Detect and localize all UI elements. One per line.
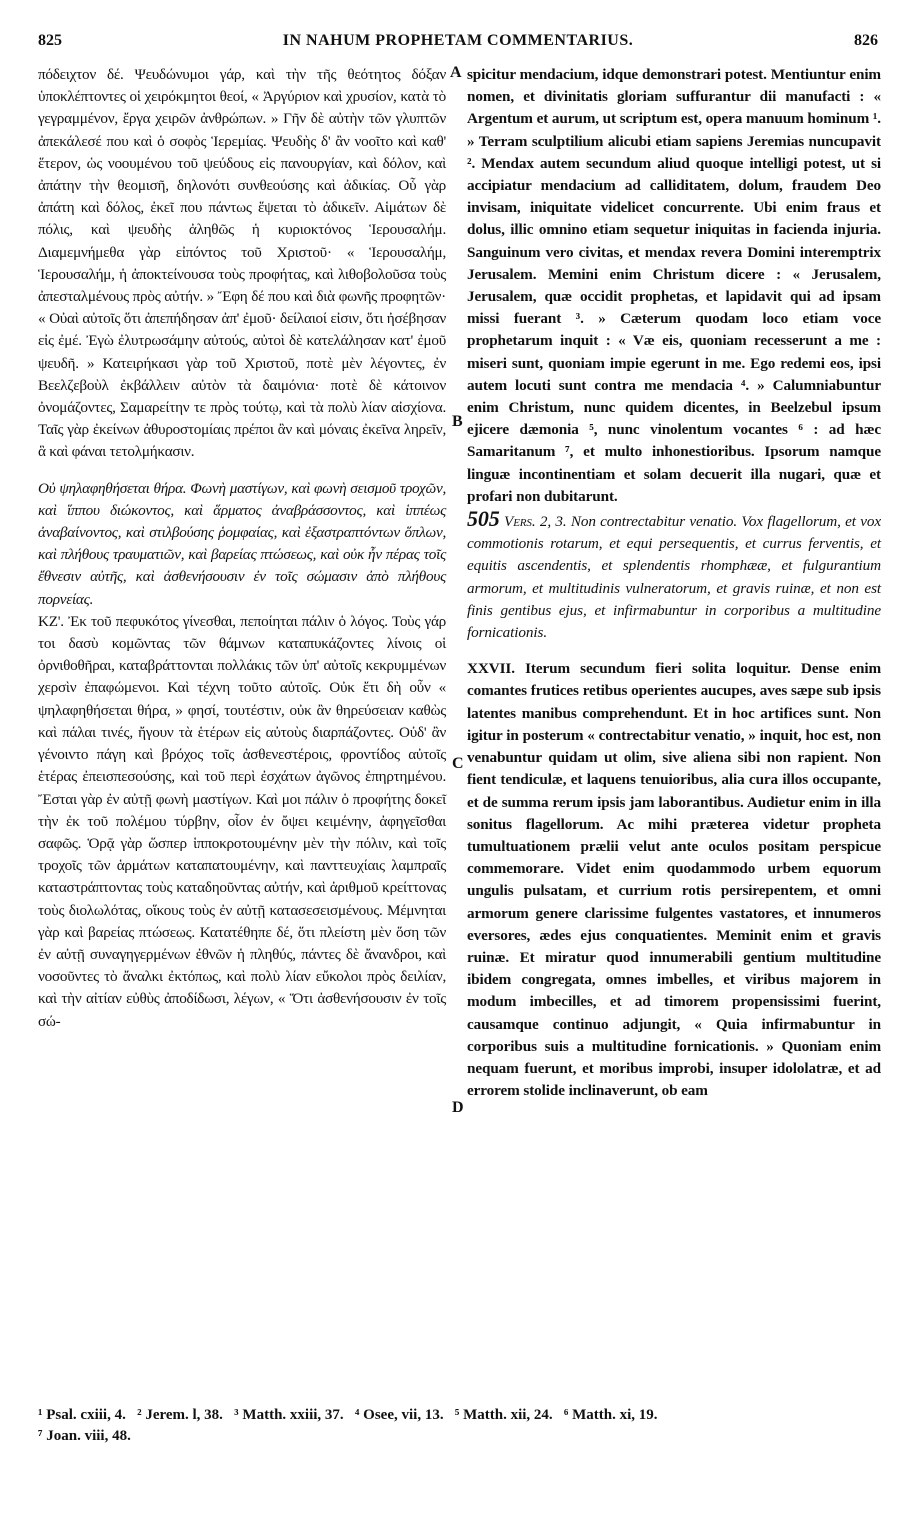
margin-marker-d: D [452, 1099, 464, 1116]
running-title: IN NAHUM PROPHETAM COMMENTARIUS. [282, 32, 634, 49]
page-number-left: 825 [38, 32, 62, 49]
column-number: 505 [467, 506, 500, 532]
latin-verse [467, 508, 881, 644]
footnote-line-2: ⁷ Joan. viii, 48. [38, 1428, 131, 1444]
margin-marker-b: B [452, 413, 463, 430]
greek-paragraph-2 [38, 611, 446, 1033]
latin-verse-text: Non contrectabitur venatio. Vox flagellorum, et vox commotionis rotarum, et equi persequentis, et currus ferventis, et equitis ascendentis, et splendentis rhomphææ, et fulgurantium armorum, et multitudinis vulneratorum, et gravis ruinæ, et non est finis gentibus ejus, et infirmabuntur in corporibus a multitudine fornicationis. [467, 513, 881, 642]
latin-column [467, 64, 881, 1102]
section-label-kz: ΚΖ'. [38, 612, 64, 630]
greek-paragraph-2-text: Ἐκ τοῦ πεφυκότος γίνεσθαι, πεποίηται πάλιν ὁ λόγος. Τοὺς γάρ τοι δασὺ κομῶντας τῶν θάμνων καταπυκάζοντες λίνοις οἱ ὀρνιθοθῆραι, καταβράττονται πολλάκις τῶν ὑπ' αὐτοῖς κεκρυμμένων χερσὶν ἐπαφώμενοι. Καὶ τέχνη τοῦτο αὐτοῖς. Οὐκ ἔτι δὴ οὖν « ψηλαφηθήσεται θήρα, » φησί, τουτέστιν, οὐκ ἂν θηρεύσειαν καθὼς καὶ πάλαι τινές, ἤγουν τὰ ἑτέρων εἰς αὐτοὺς διαρπάζοντες. Οὐδ' ἂν γένοιντο πάγη καὶ βρόχος τοῖς ἀσθενεστέροις, φροντίδος αὐτοῖς ἑτέρας ἐπεισπεσούσης, καὶ τοῦ περὶ ἐσχάτων ἀγῶνος ἐπηρτημένου. Ἔσται γὰρ ἐν αὐτῇ φωνὴ μαστίγων. Καὶ μοι πάλιν ὁ προφήτης δοκεῖ τὴν ἐκ τοῦ πολέμου τύρβην, οἷον ἐν ὄψει κειμένην, ἀφηγεῖσθαι σαφῶς. Ὁρᾷ γὰρ ὥσπερ ἱπποκροτουμένην μὲν τὴν πόλιν, καὶ τοῖς τροχοῖς τῶν ἁρμάτων καταπατουμένην, καὶ πανττευχίαις λαμπραῖς καταστράπτοντας τοὺς καταδηοῦντας αὐτήν, καὶ ἀριθμοῦ κρείττονας τοὺς διολωλότας, οἵκους τοὺς ἐν αὐτῇ κατασεσεισμένους. Μέμνηται γὰρ καὶ βαρείας πτώσεως. Κατατέθηπε δέ, ὅτι πλείστη μὲν ὅση τῶν ἐν αὐτῇ συναγηγερμένων ἐθνῶν ἡ πληθύς, πάντες δὲ ἄνανδροι, καὶ νοσοῦντες τὸ ἄναλκι ἐκτόπως, καὶ πολὺ λίαν εὔκολοι πρὸς δειλίαν, καὶ τὴν αἰτίαν εὐθὺς ἀποδίδωσι, λέγων, « Ὅτι ἀσθενήσουσιν ἐν τοῖς σώ- [38, 612, 447, 1030]
page-number-right: 826 [854, 32, 878, 49]
margin-marker-a: A [450, 64, 462, 81]
greek-paragraph-1: πόδειχτον δέ. Ψευδώνυμοι γάρ, καὶ τὴν τῆς θεότητος δόξαν ὑποκλέπτοντες οἱ χειρόκμητοι θεοί, « Ἀργύριον καὶ χρυσίον, κατὰ τὸ γεγραμμένον, ἔργα χειρῶν ἀνθρώπων. » Γῆν δὲ αὐτὴν τῶν γλυπτῶν ἀπεκάλεσέ που καὶ ὁ σοφὸς Ἱερεμίας. Ψευδὴς δ' ἂν νοοῖτο καὶ καθ' ἕτερον, ὡς νοουμένου τοῦ ψεύδους εἰς πανουργίαν, καὶ δόλον, καὶ ἀπάτην τὴν θεομισῆ, δηλονότι συνθεούσης καὶ ἀδικίας. Οὗ γὰρ ἀπάτη καὶ δόλος, ἐκεῖ που πάντως ἕψεται τὸ ἀδικεῖν. Αἱμάτων δὲ πόλις, καὶ ψευδὴς ἀληθῶς ἡ κυριοκτόνος Ἱερουσαλήμ. Διαμεμνήμεθα γὰρ εἰπόντος τοῦ Χριστοῦ· « Ἱερουσαλήμ, Ἱερουσαλήμ, ἡ ἀποκτείνουσα τοὺς προφήτας, καὶ λιθοβολοῦσα τοὺς ἀπεσταλμένους πρὸς αὐτήν. » Ἔφη δέ που καὶ διὰ φωνῆς προφητῶν· « Οὐαὶ αὐτοῖς ὅτι ἀπεπήδησαν ἀπ' ἐμοῦ· δείλαιοί εἰσιν, ὅτι ἠσέβησαν εἰς ἐμέ. Ἐγὼ ἐλυτρωσάμην αὐτούς, αὐτοὶ δὲ κατελάλησαν κατ' ἐμοῦ ψευδῆ. » Κατειρήκασι γὰρ τοῦ Χριστοῦ, ποτὲ μὲν λέγοντες, ἐν Βεελζεβοὺλ ἐκβάλλειν αὐτὸν τὰ δαιμόνια· ποτὲ δὲ κάτοινον ὀνομάζοντες, Σαμαρείτην τε πρὸς τούτῳ, καὶ τὰ πολὺ λίαν αἰσχίονα. Ταῖς γὰρ ἐκείνων ἀθυροστομίαις πρέποι ἂν καὶ μόναις ἐκεῖνα ληρεῖν, ἃ καὶ φάναι τετολμήκασιν. [38, 66, 446, 461]
latin-paragraph-1: spicitur mendacium, idque demonstrari potest. Mentiuntur enim nomen, et divinitatis gloriam suffurantur dii manufacti : « Argentum et aurum, ut scriptum est, opera manuum hominum ¹. » Terram sculptilium alicubi etiam sapiens Jeremias nuncupavit ². Mendax autem secundum aliud quoque intelligi potest, ut si accipiatur mendacium ad calliditatem, dolum, fraudem Deo invisam, iniquitate videlicet concurrente. Ubi enim fraus et dolus, illic omnino etiam sequetur iniquitas in facienda injuria. Sanguinum vero civitas, et mendax revera Domini interemptrix Jerusalem. Memini enim Christum dicere : « Jerusalem, Jerusalem, quæ occidit prophetas, et lapidavit qui ad ipsam missi fuerant ³. » Cæterum quodam loco etiam voce prophetarum inquit : « Væ eis, quoniam recesserunt a me : miseri sunt, quoniam impie egerunt in me. Ego redemi eos, ipsi autem locuti sunt contra me mendacia ⁴. » Calumniabuntur enim Christum, nunc quidem dicentes, in Beelzebul ipsum ejicere dæmonia ⁵, nunc vinolentum vocantes ⁶ : ad hæc Samaritanum ⁷, et multo inhonestioribus. Ipsorum namque linguæ incontinentiam et solam decuerit illa nugari, quæ et profari non dubitarunt. [467, 66, 881, 505]
margin-marker-c: C [452, 755, 464, 772]
footnote-line-1: ¹ Psal. cxiii, 4. ² Jerem. l, 38. ³ Matth. xxiii, 37. ⁴ Osee, vii, 13. ⁵ Matth. xii, 24. ⁶ Matth. xi, 19. [38, 1407, 658, 1423]
greek-verse: Οὐ ψηλαφηθήσεται θήρα. Φωνὴ μαστίγων, καὶ φωνὴ σεισμοῦ τροχῶν, καὶ ἵππου διώκοντος, καὶ ἅρματος ἀναβράσσοντος, καὶ ἱππέως ἀναβαίνοντος, καὶ στιλβούσης ῥομφαίας, καὶ ἐξαστραπτόντων ὅπλων, καὶ πλήθους τραυματιῶν, καὶ βαρείας πτώσεως, καὶ οὐκ ἦν πέρας τοῖς ἔθνεσιν αὐτῆς, καὶ ἀσθενήσουσιν ἐν τοῖς σώμασιν ἀπὸ πλήθους πορνείας. [38, 479, 446, 608]
page-header [38, 32, 878, 56]
latin-paragraph-2: XXVII. Iterum secundum fieri solita loquitur. Dense enim comantes frutices retibus operientes aucupes, aves sæpe sub ipsis latentes manibus comprehendunt. Et in hoc artifices sunt. Non igitur in posterum « contrectabitur venatio, » inquit, hoc est, non venabuntur quidam ut olim, sive aliena sibi non rapient. Non fient tendiculæ, et laquens tenuioribus, alia cura illos occupante, et de summa rerum ipsis jam laborantibus. Audietur enim in illa sonitus flagellorum. Ac mihi præterea videtur propheta tumultuationem prælii velut ante oculos positam perspicue commemorare. Videt enim quodammodo urbem equorum ungulis pulsatam, et currium rotis persirepentem, et omni armorum genere clarissime fulgentes vastatores, et innumeros eversores, ædes ejus conquatientes. Meminit enim et gravis ruinæ. Et miratur quod innumerabili gentium multitudine ibidem congregata, omnes imbelles, et viribus majorem in modum imbecilles, et ad timorem propensissimi fuerint, causamque continuo adjungit, « Quia infirmabuntur in corporibus suis a multitudine fornicationis. » Quoniam enim nequam fuerunt, et moribus improbi, insuper idololatræ, et ad errorem stolide inclinaverunt, ob eam [467, 660, 881, 1100]
greek-column [38, 64, 446, 1033]
footnotes [38, 1405, 883, 1447]
verse-label: Vers. 2, 3. [504, 513, 567, 531]
